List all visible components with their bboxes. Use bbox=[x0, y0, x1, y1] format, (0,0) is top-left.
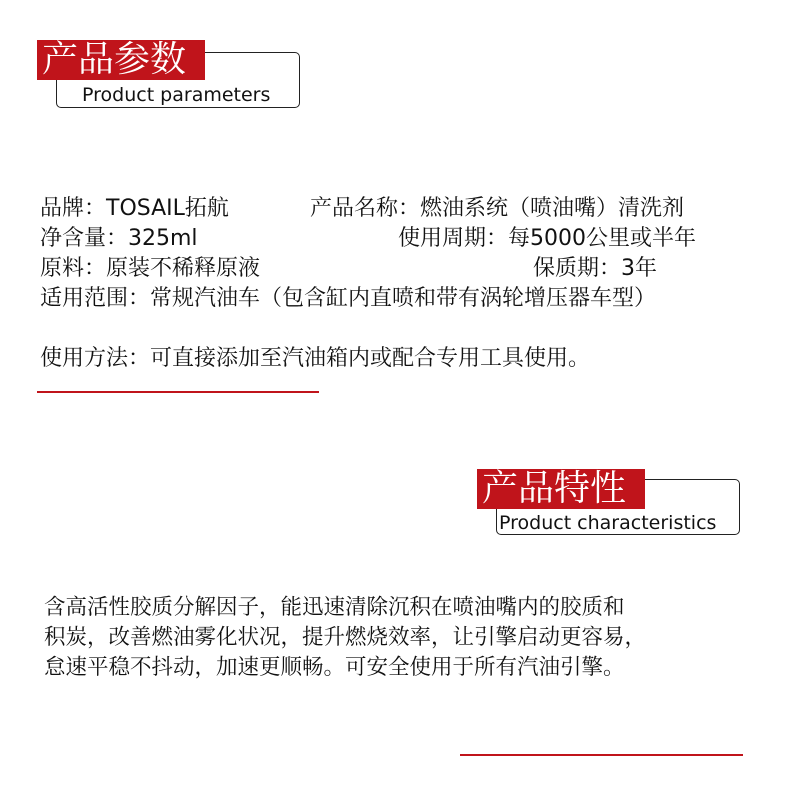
params-divider-rule bbox=[37, 391, 319, 393]
param-brand: 品牌：TOSAIL拓航 bbox=[40, 196, 229, 221]
param-shelf-life: 保质期：3年 bbox=[533, 256, 657, 281]
params-header-title: 产品参数 bbox=[37, 40, 205, 80]
param-usage: 使用方法：可直接添加至汽油箱内或配合专用工具使用。 bbox=[40, 346, 591, 371]
param-applicable: 适用范围：常规汽油车（包含缸内直喷和带有涡轮增压器车型） bbox=[40, 286, 657, 311]
features-header-subtitle: Product characteristics bbox=[499, 512, 717, 534]
params-header-subtitle: Product parameters bbox=[82, 84, 271, 106]
param-ingredients: 原料：原装不稀释原液 bbox=[40, 256, 261, 281]
param-product-name: 产品名称：燃油系统（喷油嘴）清洗剂 bbox=[310, 196, 685, 221]
features-line-3: 怠速平稳不抖动，加速更顺畅。可安全使用于所有汽油引擎。 bbox=[44, 655, 625, 680]
features-divider-rule bbox=[460, 754, 743, 756]
features-header-title: 产品特性 bbox=[477, 469, 645, 509]
features-line-1: 含高活性胶质分解因子，能迅速清除沉积在喷油嘴内的胶质和 bbox=[44, 595, 625, 620]
param-net-content: 净含量：325ml bbox=[40, 226, 198, 251]
param-usage-cycle: 使用周期：每5000公里或半年 bbox=[398, 226, 696, 251]
features-line-2: 积炭，改善燃油雾化状况，提升燃烧效率，让引擎启动更容易， bbox=[44, 625, 647, 650]
